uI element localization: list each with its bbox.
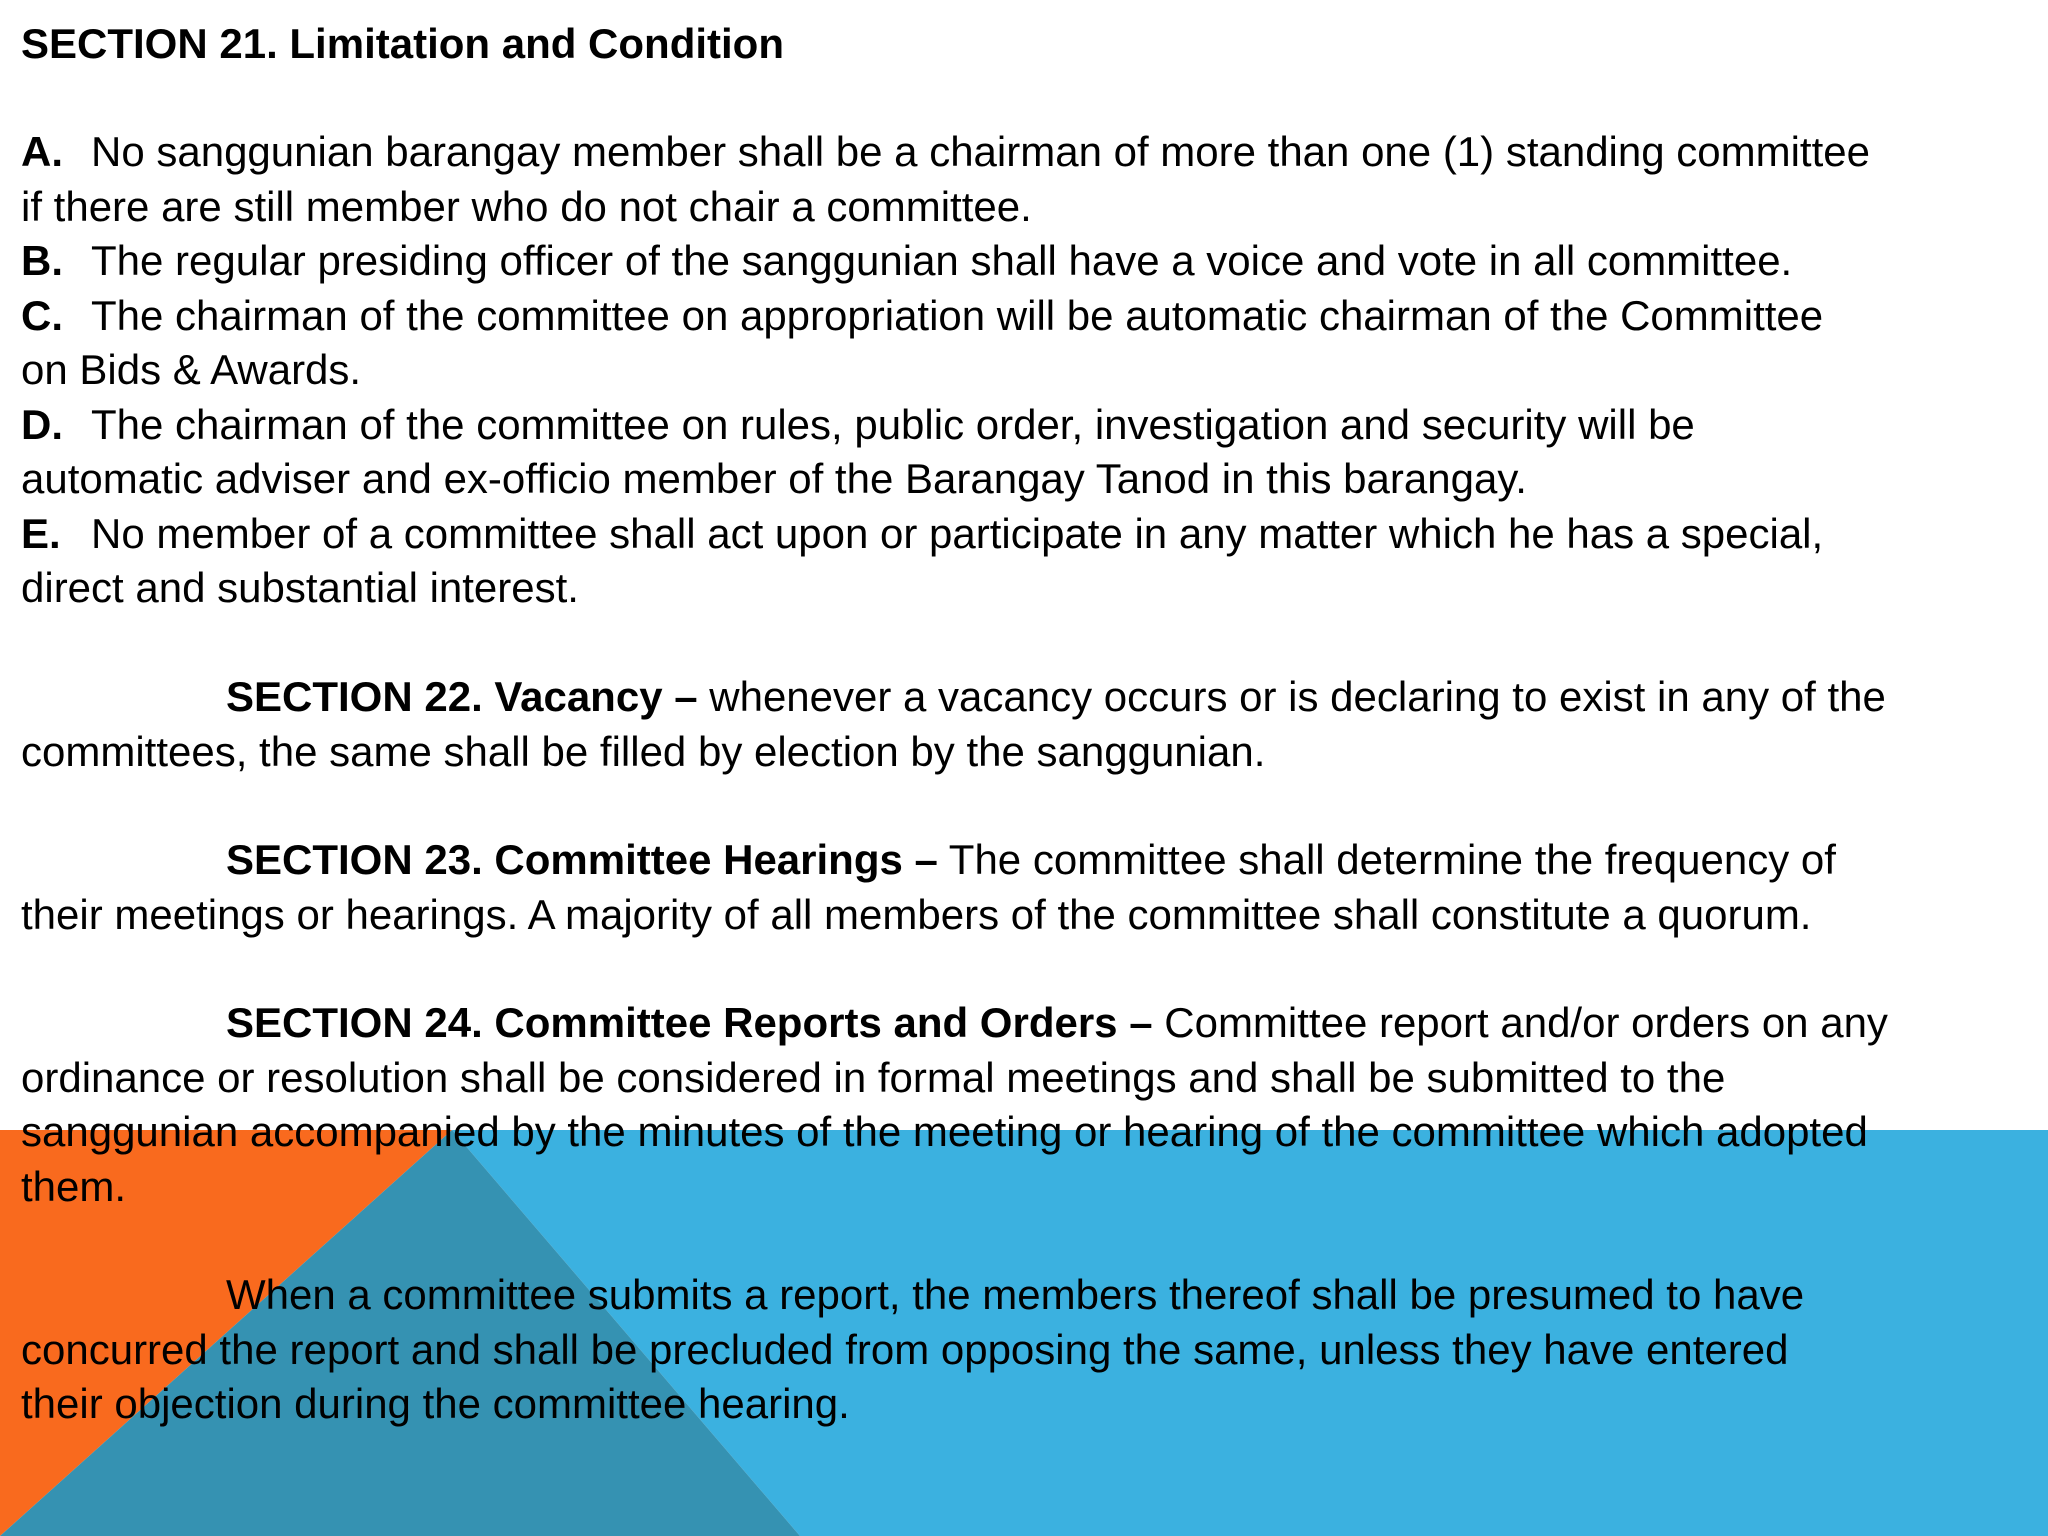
section-23 [226,836,1836,883]
item-d-marker: D. [21,401,63,448]
item-d-line1: The chairman of the committee on rules, public order, investigation and security will be [91,401,1695,448]
closing-line1: When a committee submits a report, the members thereof shall be presumed to have [226,1271,1805,1318]
section-22 [226,673,1886,720]
section-24-line1: Committee report and/or orders on any [1164,999,1888,1046]
item-c-line2: on Bids & Awards. [21,346,362,393]
item-a [21,128,1870,175]
section-22-heading: SECTION 22. Vacancy – [226,673,698,720]
item-a-marker: A. [21,128,63,175]
item-e-line2: direct and substantial interest. [21,564,579,611]
item-b-line1: The regular presiding officer of the sanggunian shall have a voice and vote in all committee. [91,237,1793,284]
item-a-line2: if there are still member who do not chair a committee. [21,183,1032,230]
section-23-line2: their meetings or hearings. A majority of all members of the committee shall constitute a quorum. [21,891,1812,938]
section-23-heading: SECTION 23. Committee Hearings – [226,836,938,883]
section-23-line1: The committee shall determine the frequency of [948,836,1836,883]
item-c [21,292,1824,339]
section-22-line2: committees, the same shall be filled by election by the sanggunian. [21,728,1266,775]
section-22-line1: whenever a vacancy occurs or is declaring to exist in any of the [709,673,1886,720]
item-c-line1: The chairman of the committee on appropriation will be automatic chairman of the Committee [91,292,1824,339]
section-24-heading: SECTION 24. Committee Reports and Orders – [226,999,1153,1046]
item-a-line1: No sanggunian barangay member shall be a chairman of more than one (1) standing committee [91,128,1870,175]
item-b-marker: B. [21,237,63,284]
section-24-line3: sanggunian accompanied by the minutes of the meeting or hearing of the committee which adopted [21,1108,1868,1155]
item-d [21,401,1695,448]
closing-line3: their objection during the committee hearing. [21,1380,850,1427]
closing-line2: concurred the report and shall be precluded from opposing the same, unless they have entered [21,1326,1789,1373]
section-24-line4: them. [21,1163,127,1210]
section-24 [226,999,1888,1046]
section-21-heading: SECTION 21. Limitation and Condition [21,20,784,67]
item-b [21,237,1793,284]
item-d-line2: automatic adviser and ex-officio member of the Barangay Tanod in this barangay. [21,455,1527,502]
item-e-marker: E. [21,510,61,557]
section-24-line2: ordinance or resolution shall be considered in formal meetings and shall be submitted to the [21,1054,1726,1101]
item-e-line1: No member of a committee shall act upon or participate in any matter which he has a special, [91,510,1824,557]
item-e [21,510,1824,557]
item-c-marker: C. [21,292,63,339]
